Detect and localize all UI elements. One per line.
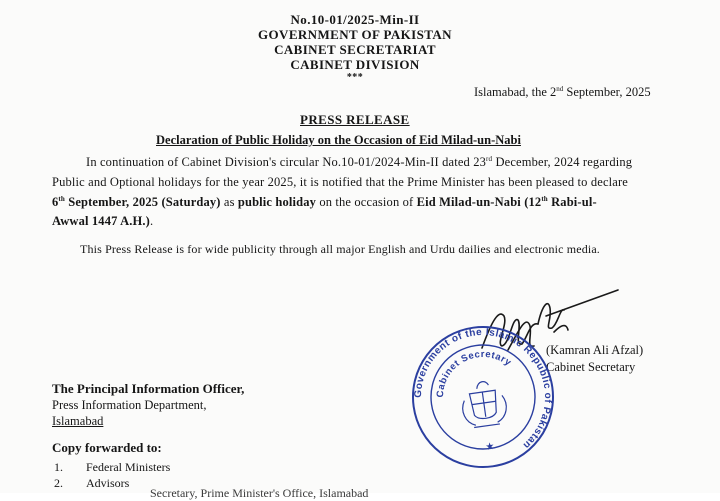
body-line-3: 6th September, 2025 (Saturday) as public holiday on the occasion of Eid Milad-un-Nabi (12th Rabi-ul- [52, 194, 597, 209]
reference-number: No.10-01/2025-Min-II [290, 12, 420, 27]
header-secretariat: CABINET SECRETARIAT [274, 42, 436, 57]
body-line-4: Awwal 1447 A.H.). [52, 214, 154, 228]
header-government: GOVERNMENT OF PAKISTAN [258, 27, 452, 42]
press-release-title: PRESS RELEASE [300, 112, 410, 127]
body-line-1: In continuation of Cabinet Division's circular No.10-01/2024-Min-II dated 23rd December, 2024 regarding [86, 154, 633, 169]
addressee-title: The Principal Information Officer, [52, 381, 245, 396]
signatory-name: (Kamran Ali Afzal) [546, 343, 644, 357]
stamp-star-icon: ★ [484, 440, 496, 454]
addressee-department: Press Information Department, [52, 398, 207, 412]
date-line: Islamabad, the 2nd September, 2025 [474, 84, 651, 99]
header-stars: *** [346, 72, 364, 83]
subject-line: Declaration of Public Holiday on the Occasion of Eid Milad-un-Nabi [156, 133, 521, 147]
copy-item-text: Advisors [86, 476, 130, 490]
signatory-designation: Cabinet Secretary [546, 360, 636, 374]
copy-item-partial: Secretary, Prime Minister's Office, Islamabad [150, 486, 369, 500]
copy-forwarded-heading: Copy forwarded to: [52, 440, 162, 455]
stamp-inner-text: Cabinet Secretary [434, 348, 514, 398]
copy-item-number: 2. [54, 476, 63, 490]
state-emblem-icon [459, 379, 508, 429]
copy-item-number: 1. [54, 460, 63, 474]
header-division: CABINET DIVISION [290, 57, 420, 72]
publicity-line: This Press Release is for wide publicity through all major English and Urdu dailies and electronic media. [80, 242, 600, 256]
official-seal-stamp [408, 322, 558, 472]
addressee-city: Islamabad [52, 414, 104, 428]
body-line-2: Public and Optional holidays for the year 2025, it is notified that the Prime Minister has been pleased to declare [52, 175, 628, 189]
copy-item-text: Federal Ministers [86, 460, 171, 474]
stamp-outer-text: Government of the Islamic Republic of Pakistan [412, 326, 554, 451]
